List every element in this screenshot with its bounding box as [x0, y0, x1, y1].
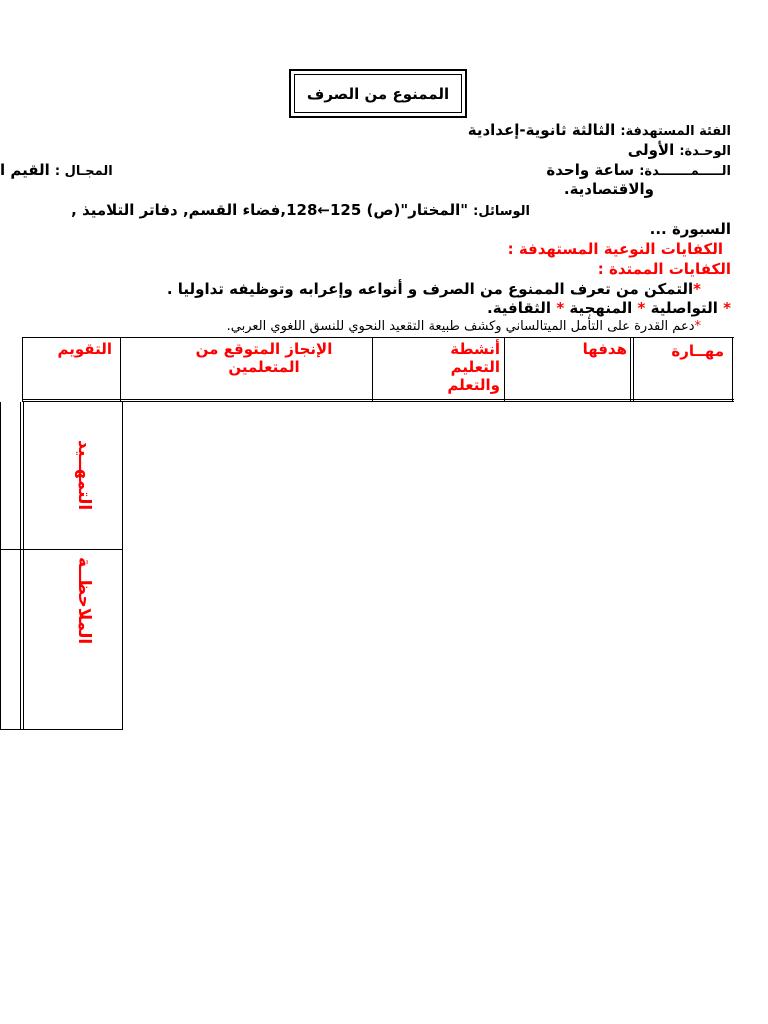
star-marker: * — [693, 280, 701, 298]
star-marker: * — [694, 319, 701, 334]
star-marker: * — [723, 299, 731, 317]
unit-label: الوحـدة: — [679, 144, 731, 159]
star-marker: * — [637, 299, 646, 317]
left-column-edge — [20, 402, 21, 730]
row-divider — [0, 549, 123, 550]
competency-item-3-text: دعم القدرة على التأمل الميتالساني وكشف طبيعة التقعيد النحوي للنسق اللغوي العربي. — [226, 319, 695, 334]
duration-label: الـــــمـــــــدة: — [639, 164, 731, 179]
stage-introduction: التمهــيد — [74, 440, 94, 511]
page-title: الممنوع من الصرف — [294, 74, 462, 113]
means-value: "المختار"(ص) 125←128,فضاء القسم, دفاتر التلاميذ , — [71, 201, 469, 219]
domain-value: القيم ا — [0, 161, 50, 179]
stage-column-right — [122, 402, 123, 730]
competency-item-1-text: التمكن من تعرف الممنوع من الصرف و أنواعه وإعرابه وتوظيفه تداوليا . — [166, 280, 694, 298]
duration-line — [546, 160, 731, 179]
header-achievement: الإنجاز المتوقع من المتعلمين — [195, 340, 333, 376]
specific-competencies-heading: الكفايات النوعية المستهدفة : — [507, 240, 723, 258]
competency-item-2 — [487, 299, 731, 317]
duration-value: ساعة واحدة — [546, 161, 635, 179]
means-line — [0, 200, 530, 219]
title-box — [289, 69, 467, 118]
unit-line — [628, 140, 731, 159]
stage-column-left — [23, 402, 24, 730]
competency-item-1 — [167, 280, 701, 298]
board-line: السبورة ... — [649, 220, 731, 238]
table-border-right — [732, 337, 733, 401]
target-value: الثالثة ثانوية-إعدادية — [467, 121, 616, 139]
table-divider — [504, 337, 505, 401]
domain-line — [0, 160, 132, 179]
competency-communicative: التواصلية — [650, 299, 718, 317]
competency-methodological: المنهجية — [569, 299, 633, 317]
header-goal: هدفها — [582, 340, 627, 358]
table-border-left — [22, 337, 23, 401]
domain-continuation: والاقتصادية. — [563, 180, 654, 198]
table-divider — [633, 337, 634, 401]
header-evaluation: التقويم — [57, 340, 112, 358]
competency-item-3 — [227, 319, 701, 334]
target-line — [468, 120, 731, 139]
left-column-edge — [0, 402, 1, 730]
table-divider — [372, 337, 373, 401]
extended-competencies-heading: الكفايات الممتدة : — [597, 260, 731, 278]
table-header-bottom — [22, 399, 734, 400]
table-top-border — [22, 337, 734, 338]
domain-label: المجـال : — [54, 164, 113, 179]
star-marker: * — [556, 299, 565, 317]
table-divider — [120, 337, 121, 401]
table-header-bottom-2 — [22, 401, 734, 402]
target-label: الفئة المستهدفة: — [620, 124, 731, 139]
means-label: الوسائل: — [473, 204, 530, 219]
stage-observation: الملاحظــة — [74, 557, 94, 645]
unit-value: الأولى — [627, 141, 675, 159]
table-divider — [630, 337, 631, 401]
header-skill: مهــارة — [671, 342, 724, 360]
competency-cultural: الثقافية. — [487, 299, 552, 317]
header-activities: أنشطة التعليم والتعلم — [447, 340, 500, 394]
table-bottom-border — [0, 729, 123, 730]
